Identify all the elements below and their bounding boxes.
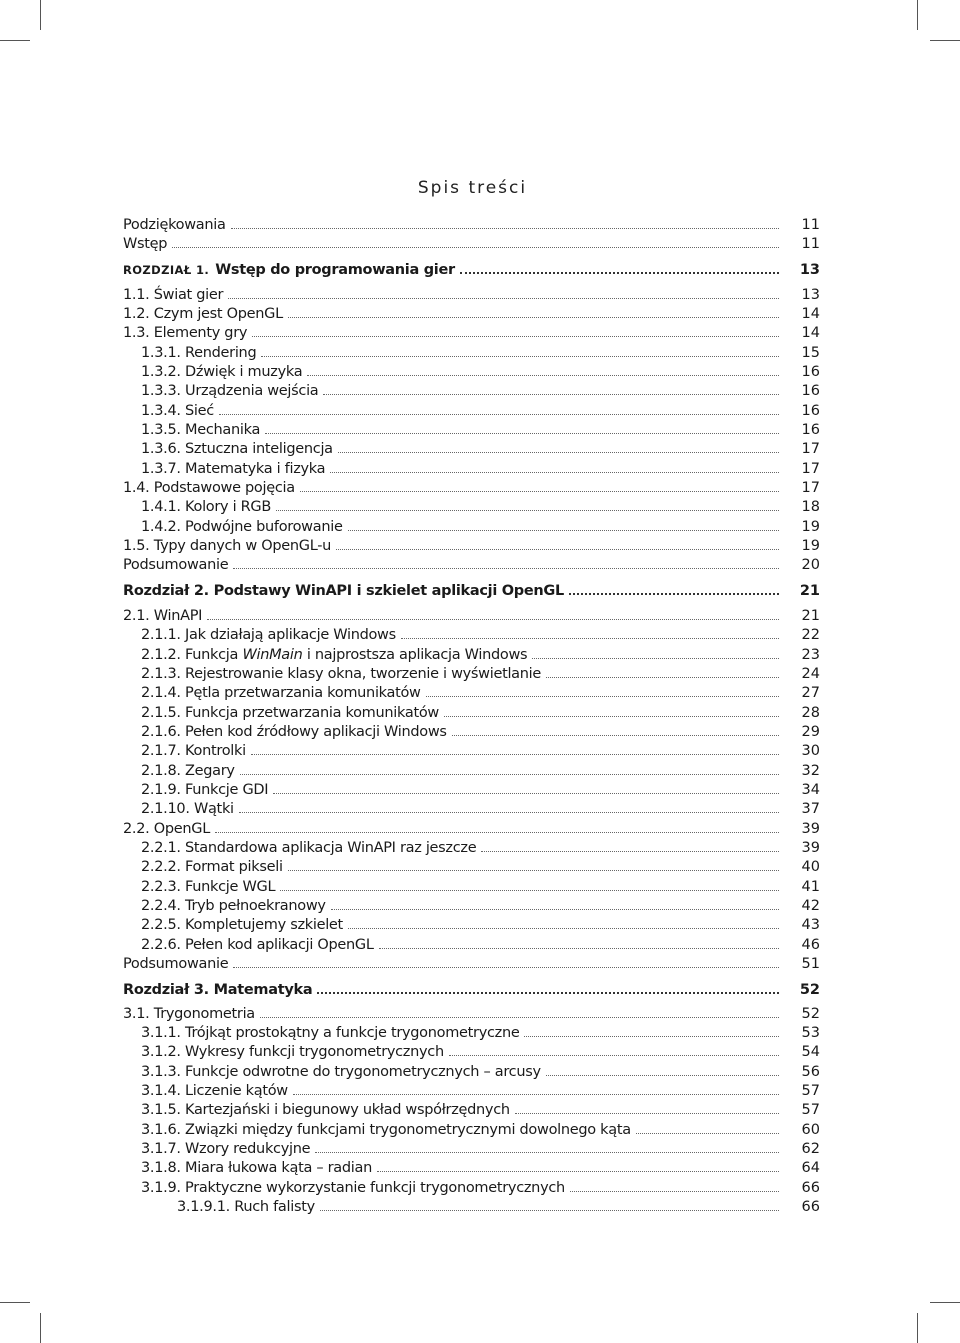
dot-leader [401,638,779,639]
toc-entry[interactable] [0,936,960,954]
toc-entry-text: Rozdział 2. Podstawy WinAPI i szkielet aplikacji OpenGL [123,583,564,599]
toc-page-number: 43 [801,917,820,933]
dot-leader [569,593,779,595]
toc-entry-label [123,981,312,999]
toc-entry-text: 3.1.5. Kartezjański i biegunowy układ współrzędnych [141,1102,510,1118]
toc-entry-text: 1.5. Typy danych w OpenGL-u [123,538,332,554]
toc-page-number: 66 [801,1180,820,1196]
toc-page-number: 24 [801,666,820,682]
toc-entry-text: 2.1. WinAPI [123,608,203,624]
toc-entry[interactable] [0,684,960,702]
toc-page-number: 22 [801,627,820,643]
toc-entry-text: 1.3.3. Urządzenia wejścia [141,383,319,399]
dot-leader [228,298,779,299]
toc-entry-label [141,665,541,683]
toc-entry-label [141,460,325,478]
toc-entry[interactable] [0,1043,960,1061]
dot-leader [215,832,779,833]
toc-entry[interactable] [0,1179,960,1197]
toc-entry-label [141,626,396,644]
toc-entry[interactable] [0,1101,960,1119]
toc-entry-text: 2.1.1. Jak działają aplikacje Windows [141,627,396,643]
toc-entry[interactable] [0,344,960,362]
toc-entry[interactable] [0,781,960,799]
toc-entry[interactable] [0,235,960,253]
toc-entry[interactable] [0,1121,960,1139]
toc-page-number: 62 [801,1141,820,1157]
crop-mark [917,1313,918,1343]
toc-page-number: 34 [801,782,820,798]
toc-entry-label [123,820,210,838]
toc-page-number: 57 [801,1102,820,1118]
toc-entry-label [141,762,235,780]
dot-leader [481,851,779,852]
toc-entry[interactable] [0,1082,960,1100]
toc-entry-label [123,955,228,973]
toc-entry-label [123,607,202,625]
toc-entry-text: 1.3.5. Mechanika [141,422,261,438]
toc-entry[interactable] [0,479,960,497]
toc-entry-label [141,723,447,741]
toc-entry[interactable] [0,646,960,664]
toc-entry-label [141,1179,565,1197]
toc-entry[interactable] [0,363,960,381]
toc-entry[interactable] [0,704,960,722]
dot-leader [452,735,779,736]
crop-mark [0,1302,30,1303]
dot-leader [532,658,779,659]
toc-page-number: 40 [801,859,820,875]
toc-entry-label [141,363,302,381]
toc-entry-italic: WinMain [242,647,303,663]
dot-leader [219,414,779,415]
dot-leader [331,909,779,910]
toc-entry-label [123,305,283,323]
toc-entry-label [141,684,421,702]
toc-page-number: 37 [801,801,820,817]
toc-entry-label [141,916,343,934]
crop-mark [930,1302,960,1303]
toc-entry-text: 1.3. Elementy gry [123,325,248,341]
toc-page-number: 64 [801,1160,820,1176]
toc-page-number: 56 [801,1064,820,1080]
toc-entry-label [123,235,167,253]
dot-leader [636,1133,779,1134]
dot-leader [207,619,779,620]
dot-leader [320,1210,779,1211]
toc-entry-text: 2.2.2. Format pikseli [141,859,283,875]
toc-entry[interactable] [0,1198,960,1216]
toc-entry-text: 3.1.8. Miara łukowa kąta – radian [141,1160,372,1176]
dot-leader [307,375,779,376]
dot-leader [252,336,779,337]
dot-leader [300,491,779,492]
toc-entry-text: 1.3.6. Sztuczna inteligencja [141,441,333,457]
toc-entry-label [141,1082,288,1100]
toc-entry-label [141,344,256,362]
toc-entry-text: 3.1. Trygonometria [123,1006,255,1022]
toc-page-number: 30 [801,743,820,759]
toc-entry-text: 2.2.6. Pełen kod aplikacji OpenGL [141,937,374,953]
dot-leader [231,228,779,229]
dot-leader [336,549,779,550]
dot-leader [524,1036,779,1037]
toc-entry[interactable] [0,261,960,279]
toc-entry[interactable] [0,324,960,342]
toc-entry[interactable] [0,626,960,644]
toc-entry-text: Podsumowanie [123,956,229,972]
toc-entry[interactable] [0,742,960,760]
toc-page-number: 19 [801,538,820,554]
toc-page-number: 13 [801,287,820,303]
toc-entry[interactable] [0,1063,960,1081]
toc-page-number: 17 [801,441,820,457]
dot-leader [265,433,779,434]
toc-entry-label [141,1063,541,1081]
toc-entry-text: 2.1.6. Pełen kod źródłowy aplikacji Windows [141,724,447,740]
toc-page-number: 19 [801,519,820,535]
toc-page-number: 14 [801,325,820,341]
crop-mark [40,1313,41,1343]
toc-page-number: 18 [801,499,820,515]
dot-leader [239,812,779,813]
toc-page-number: 39 [801,840,820,856]
toc-entry-label [123,582,564,600]
toc-page-number: 21 [799,583,820,599]
toc-entry[interactable] [0,402,960,420]
toc-entry-text: 1.4.2. Podwójne buforowanie [141,519,343,535]
toc-entry[interactable] [0,665,960,683]
toc-entry[interactable] [0,1140,960,1158]
toc-entry-text: 2.1.2. Funkcja [141,647,243,663]
toc-entry-label [123,556,228,574]
dot-leader [348,530,779,531]
toc-entry-text: 2.1.8. Zegary [141,763,235,779]
toc-page-number: 27 [801,685,820,701]
toc-entry[interactable] [0,518,960,536]
toc-entry[interactable] [0,556,960,574]
toc-entry-text: 1.1. Świat gier [123,287,224,303]
toc-page-number: 14 [801,306,820,322]
toc-entry[interactable] [0,305,960,323]
toc-page-number: 11 [801,236,820,252]
dot-leader [240,774,779,775]
toc-entry-label [141,858,283,876]
toc-entry[interactable] [0,537,960,555]
toc-entry[interactable] [0,955,960,973]
dot-leader [546,677,779,678]
toc-entry[interactable] [0,460,960,478]
dot-leader [233,967,779,968]
dot-leader [449,1055,779,1056]
toc-page-number: 20 [801,557,820,573]
dot-leader [261,356,779,357]
toc-page-number: 54 [801,1044,820,1060]
dot-leader [280,890,779,891]
toc-entry-label [141,440,333,458]
dot-leader [260,1017,779,1018]
dot-leader [288,317,779,318]
toc-entry-text: Wstęp do programowania gier [215,262,455,278]
dot-leader [172,247,779,248]
toc-page-number: 41 [801,879,820,895]
toc-entry-text: 3.1.4. Liczenie kątów [141,1083,288,1099]
toc-entry-text: Podziękowania [123,217,226,233]
toc-entry-text: 2.1.3. Rejestrowanie klasy okna, tworzenie i wyświetlanie [141,666,542,682]
toc-entry-label [123,286,223,304]
toc-entry-text: Rozdział 3. Matematyka [123,982,313,998]
toc-entry[interactable] [0,858,960,876]
toc-page-number: 51 [801,956,820,972]
toc-entry-label [141,1159,372,1177]
crop-mark [930,40,960,41]
dot-leader [460,272,779,274]
dot-leader [233,568,779,569]
toc-entry-text: 1.3.7. Matematyka i fizyka [141,461,326,477]
toc-entry[interactable] [0,723,960,741]
toc-page-number: 53 [801,1025,820,1041]
toc-entry-text: 2.1.10. Wątki [141,801,234,817]
toc-entry-text: 1.2. Czym jest OpenGL [123,306,283,322]
crop-mark [0,40,30,41]
toc-entry[interactable] [0,1159,960,1177]
toc-entry-text: 2.2.1. Standardowa aplikacja WinAPI raz jeszcze [141,840,477,856]
toc-entry[interactable] [0,382,960,400]
toc-page-number: 21 [801,608,820,624]
toc-entry-text: 3.1.1. Trójkąt prostokątny a funkcje trygonometryczne [141,1025,520,1041]
dot-leader [273,793,779,794]
toc-entry-label [141,878,275,896]
toc-entry[interactable] [0,607,960,625]
dot-leader [570,1191,779,1192]
chapter-prefix: ROZDZIAŁ 1. [123,263,210,277]
toc-entry[interactable] [0,981,960,999]
toc-page-number: 16 [801,422,820,438]
toc-entry-label [177,1198,315,1216]
toc-entry-label [123,324,247,342]
toc-page-number: 16 [801,364,820,380]
dot-leader [317,992,779,994]
toc-entry[interactable] [0,762,960,780]
toc-entry[interactable] [0,582,960,600]
toc-entry-text: Wstęp [123,236,168,252]
toc-entry-label [141,1121,631,1139]
toc-entry-text: 1.4. Podstawowe pojęcia [123,480,295,496]
dot-leader [338,452,779,453]
toc-page-number: 66 [801,1199,820,1215]
toc-entry-label [141,402,214,420]
toc-page-number: 16 [801,383,820,399]
toc-entry-label [123,261,455,279]
toc-entry-label [141,839,476,857]
toc-page-number: 28 [801,705,820,721]
toc-entry-text: 2.1.7. Kontrolki [141,743,246,759]
toc-entry[interactable] [0,216,960,234]
toc-entry[interactable] [0,440,960,458]
toc-entry-text: 3.1.3. Funkcje odwrotne do trygonometrycznych – arcusy [141,1064,541,1080]
toc-page-number: 52 [801,1006,820,1022]
toc-entry[interactable] [0,839,960,857]
toc-entry-label [141,1101,510,1119]
toc-entry[interactable] [0,421,960,439]
toc-page-number: 39 [801,821,820,837]
toc-entry-text: 3.1.6. Związki między funkcjami trygonometrycznymi dowolnego kąta [141,1122,631,1138]
dot-leader [330,472,779,473]
toc-entry-label [141,742,246,760]
toc-page-number: 17 [801,480,820,496]
toc-entry-label [141,936,374,954]
page-title: Spis treści [417,178,528,198]
dot-leader [288,870,779,871]
toc-entry-text: 3.1.9.1. Ruch falisty [177,1199,315,1215]
toc-entry-label [141,781,268,799]
toc-page-number: 60 [801,1122,820,1138]
toc-entry[interactable] [0,820,960,838]
toc-page-number: 15 [801,345,820,361]
toc-entry-text: 2.2.5. Kompletujemy szkielet [141,917,343,933]
dot-leader [315,1152,779,1153]
toc-entry-label [141,1043,444,1061]
toc-entry-label [141,897,326,915]
toc-entry-text: 2.1.9. Funkcje GDI [141,782,269,798]
toc-entry-text: Podsumowanie [123,557,229,573]
toc-page-number: 42 [801,898,820,914]
toc-page-number: 13 [799,262,820,278]
toc-page-number: 32 [801,763,820,779]
toc-entry-text: 1.4.1. Kolory i RGB [141,499,272,515]
toc-entry-label [141,382,318,400]
toc-entry-label [123,1005,255,1023]
toc-page-number: 11 [801,217,820,233]
dot-leader [293,1094,779,1095]
toc-entry-text: 3.1.9. Praktyczne wykorzystanie funkcji trygonometrycznych [141,1180,565,1196]
toc-entry[interactable] [0,498,960,516]
toc-entry[interactable] [0,286,960,304]
toc-page-number: 57 [801,1083,820,1099]
toc-entry-text: 3.1.2. Wykresy funkcji trygonometrycznych [141,1044,444,1060]
toc-entry-text: 2.2.3. Funkcje WGL [141,879,276,895]
toc-entry-label [123,537,331,555]
toc-entry-label [123,479,295,497]
dot-leader [251,754,779,755]
toc-entry-text: 2.2. OpenGL [123,821,211,837]
toc-entry-label [141,800,234,818]
toc-entry[interactable] [0,1005,960,1023]
dot-leader [348,928,779,929]
toc-entry-text: 2.2.4. Tryb pełnoekranowy [141,898,326,914]
dot-leader [377,1171,779,1172]
toc-entry[interactable] [0,1024,960,1042]
dot-leader [276,510,779,511]
toc-entry-text: 1.3.1. Rendering [141,345,257,361]
dot-leader [379,948,779,949]
dot-leader [444,716,779,717]
toc-page-number: 23 [801,647,820,663]
toc-entry-text: 1.3.2. Dźwięk i muzyka [141,364,303,380]
toc-entry-label [141,1024,519,1042]
toc-page-number: 52 [799,982,820,998]
toc-entry[interactable] [0,897,960,915]
toc-entry[interactable] [0,916,960,934]
toc-entry-label [141,518,343,536]
dot-leader [323,394,779,395]
toc-entry-suffix: i najprostsza aplikacja Windows [302,647,528,663]
toc-page-number: 29 [801,724,820,740]
toc-entry-text: 1.3.4. Sieć [141,403,214,419]
toc-entry[interactable] [0,878,960,896]
toc-page-number: 46 [801,937,820,953]
dot-leader [515,1113,779,1114]
crop-mark [40,0,41,30]
toc-entry-text: 2.1.4. Pętla przetwarzania komunikatów [141,685,421,701]
toc-page-number: 16 [801,403,820,419]
toc-page-number: 17 [801,461,820,477]
toc-entry-label [141,646,527,664]
dot-leader [546,1075,779,1076]
toc-entry-label [141,498,271,516]
toc-entry-label [141,704,439,722]
toc-entry[interactable] [0,800,960,818]
toc-entry-label [141,421,260,439]
toc-entry-label [123,216,226,234]
dot-leader [426,696,779,697]
toc-entry-text: 3.1.7. Wzory redukcyjne [141,1141,311,1157]
toc-entry-label [141,1140,310,1158]
toc-entry-text: 2.1.5. Funkcja przetwarzania komunikatów [141,705,439,721]
crop-mark [917,0,918,30]
